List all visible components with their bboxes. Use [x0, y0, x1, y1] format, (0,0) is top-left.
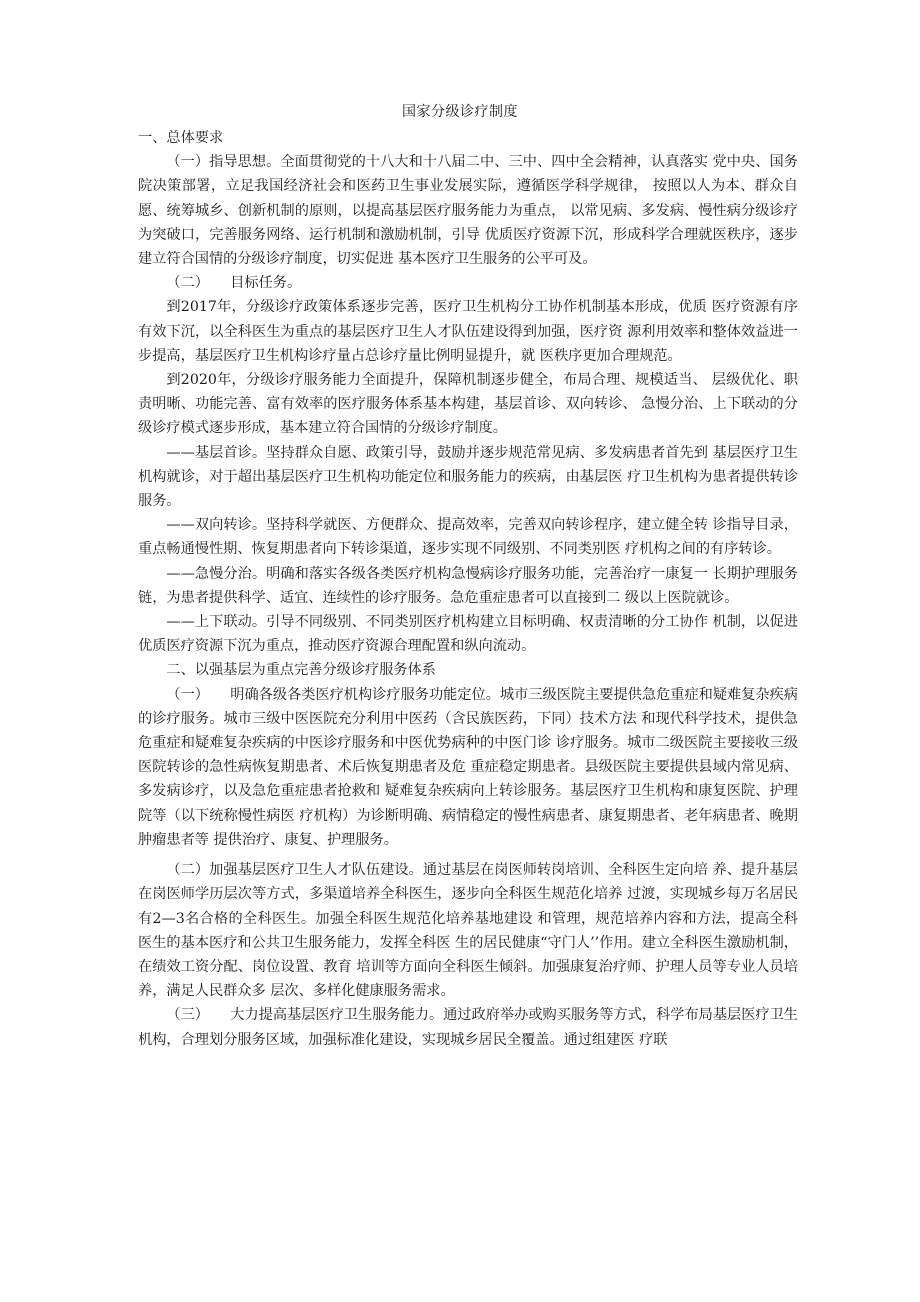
document-title: 国家分级诊疗制度: [402, 104, 518, 120]
paragraph: （二） 目标任务。: [166, 275, 302, 292]
paragraph: 到2020年，分级诊疗服务能力全面提升，保障机制逐步健全，布局合理、规模适当、 层级优化、职责明晰、功能完善、富有效率的医疗服务体系基本构建，基层首诊、双向转诊、 急慢分治、上下联动的分级诊疗模式逐步形成，基本建立符合国情的分级诊疗制度。: [138, 372, 798, 437]
paragraph: ——上下联动。引导不同级别、不同类别医疗机构建立目标明确、权责清晰的分工协作 机制，以促进优质医疗资源下沉为重点，推动医疗资源合理配置和纵向流动。: [138, 614, 798, 655]
section-heading: 一、总体要求: [138, 130, 224, 146]
paragraph: （二）加强基层医疗卫生人才队伍建设。通过基层在岗医师转岗培训、全科医生定向培 养、提升基层在岗医师学历层次等方式，多渠道培养全科医生，逐步向全科医生规范化培养 过渡，实现城乡每万名居民有2—3名合格的全科医生。加强全科医生规范化培养基地建设 和管理，规范培养内容和方法，提高全科医生的基本医疗和公共卫生服务能力，发挥全科医 生的居民健康“守门人’’作用。建立全科医生激励机制，在绩效工资分配、岗位设置、教育 培训等方面向全科医生倾斜。加强康复治疗师、护理人员等专业人员培养，满足人民群众多 层次、多样化健康服务需求。: [138, 862, 798, 1000]
paragraph: ——急慢分治。明确和落实各级各类医疗机构急慢病诊疗服务功能，完善治疗一康复一 长期护理服务链，为患者提供科学、适宜、连续性的诊疗服务。急危重症患者可以直接到二 级以上医院就诊。: [138, 565, 798, 606]
paragraph: 到2017年，分级诊疗政策体系逐步完善，医疗卫生机构分工协作机制基本形成，优质 医疗资源有序有效下沉，以全科医生为重点的基层医疗卫生人才队伍建设得到加强，医疗资 源利用效率和整体效益进一步提高，基层医疗卫生机构诊疗量占总诊疗量比例明显提升，就 医秩序更加合理规范。: [138, 299, 798, 364]
section-heading: 二、以强基层为重点完善分级诊疗服务体系: [166, 662, 436, 679]
paragraph: （一）指导思想。全面贯彻党的十八大和十八届二中、三中、四中全会精神，认真落实 党中央、国务院决策部署，立足我国经济社会和医药卫生事业发展实际，遵循医学科学规律， 按照以人为本、群众自愿、统筹城乡、创新机制的原则，以提高基层医疗服务能力为重点， 以常见病、多发病、慢性病分级诊疗为突破口，完善服务网络、运行机制和激励机制，引导 优质医疗资源下沉，形成科学合理就医秩序，逐步建立符合国情的分级诊疗制度，切实促进 基本医疗卫生服务的公平可及。: [138, 154, 798, 268]
document-body: [138, 126, 798, 1052]
paragraph: ——双向转诊。坚持科学就医、方便群众、提高效率，完善双向转诊程序，建立健全转 诊指导目录，重点畅通慢性期、恢复期患者向下转诊渠道，逐步实现不同级别、不同类别医 疗机构之间的有序转诊。: [138, 517, 798, 558]
paragraph: ——基层首诊。坚持群众自愿、政策引导，鼓励并逐步规范常见病、多发病患者首先到 基层医疗卫生机构就诊，对于超出基层医疗卫生机构功能定位和服务能力的疾病，由基层医 疗卫生机构为患者提供转诊服务。: [138, 444, 798, 510]
paragraph: （一） 明确各级各类医疗机构诊疗服务功能定位。城市三级医院主要提供急危重症和疑难复杂疾病的诊疗服务。城市三级中医医院充分利用中医药（含民族医药，下同）技术方法 和现代科学技术，提供急危重症和疑难复杂疾病的中医诊疗服务和中医优势病种的中医门诊 诊疗服务。城市二级医院主要接收三级医院转诊的急性病恢复期患者、术后恢复期患者及危 重症稳定期患者。县级医院主要提供县域内常见病、多发病诊疗，以及急危重症患者抢救和 疑难复杂疾病向上转诊服务。基层医疗卫生机构和康复医院、护理院等（以下统称慢性病医 疗机构）为诊断明确、病情稳定的慢性病患者、康复期患者、老年病患者、晚期肿瘤患者等 提供治疗、康复、护理服务。: [138, 686, 798, 848]
paragraph: （三） 大力提高基层医疗卫生服务能力。通过政府举办或购买服务等方式，科学布局基层医疗卫生机构，合理划分服务区域，加强标准化建设，实现城乡居民全覆盖。通过组建医 疗联: [138, 1007, 798, 1048]
